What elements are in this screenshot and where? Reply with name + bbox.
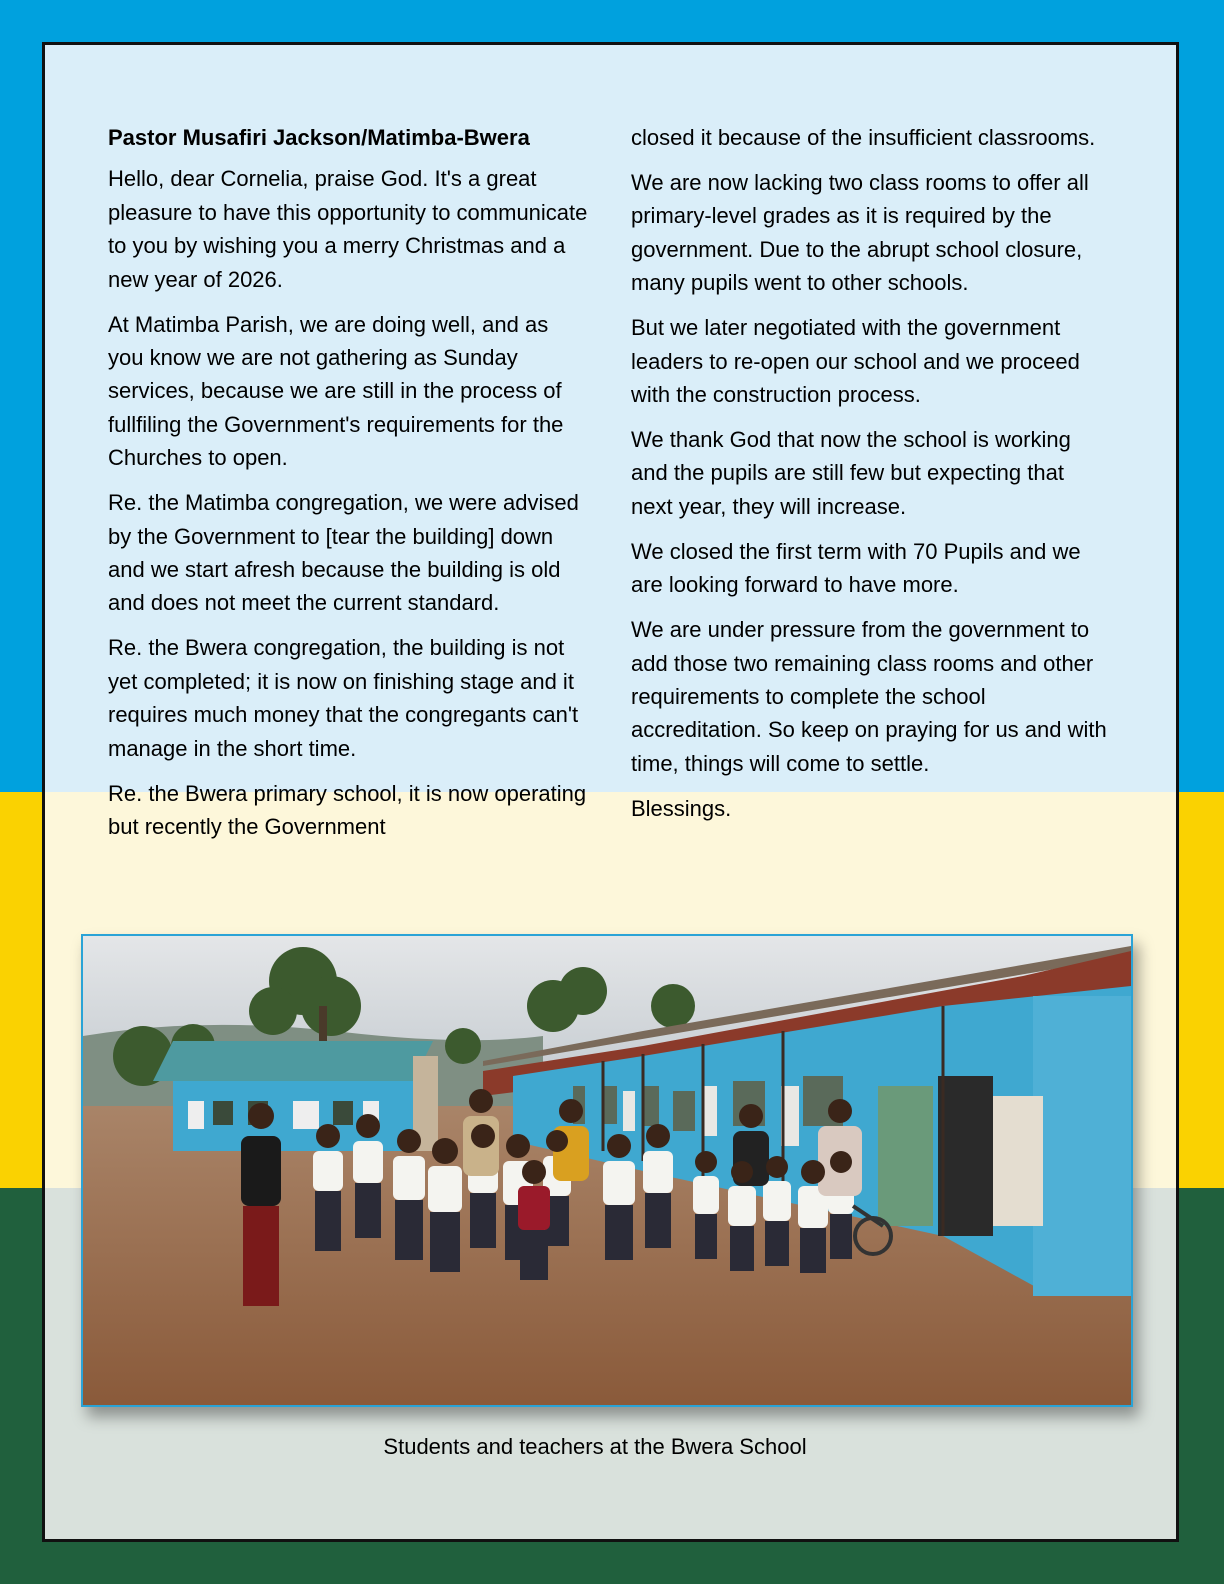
letter-paragraph: Re. the Bwera primary school, it is now operating but recently the Government [108, 780, 587, 840]
letter-paragraph: Hello, dear Cornelia, praise God. It's a great pleasure to have this opportunity to communicate to you by wishing you a merry Christmas and a new year of 2026. [108, 166, 588, 292]
letter-paragraph: At Matimba Parish, we are doing well, and as you know we are not gathering as Sunday services, because we are still in the process of fullfiling the Government's requirements for the Churches to open. [108, 311, 564, 471]
letter-author: Pastor Musafiri Jackson/Matimba-Bwera [108, 125, 530, 150]
letter-paragraph: We closed the first term with 70 Pupils and we are looking forward to have more. [631, 538, 1081, 598]
letter-paragraph: closed it because of the insufficient classrooms. [631, 125, 1096, 150]
letter-paragraph: Re. the Bwera congregation, the building is not yet completed; it is now on finishing stage and it requires much money that the congregants can't manage in the short time. [108, 635, 579, 761]
page-frame [42, 42, 1179, 1542]
letter-paragraph: Re. the Matimba congregation, we were advised by the Government to [tear the building] down and we start afresh because the building is old and does not meet the current standard. [108, 490, 579, 616]
photo-caption: Students and teachers at the Bwera School [383, 1434, 807, 1459]
school-photo [81, 934, 1133, 1407]
letter-sign-off: Blessings. [631, 795, 732, 821]
letter-paragraph: But we later negotiated with the government leaders to re-open our school and we proceed with the construction process. [631, 315, 1080, 408]
left-classroom-building [153, 1041, 438, 1151]
letter-paragraph: We are now lacking two class rooms to offer all primary-level grades as it is required by the government. Due to the abrupt school closure, many pupils went to other schools. [631, 170, 1089, 296]
letter-left-column [108, 121, 588, 855]
letter-paragraph: We thank God that now the school is working and the pupils are still few but expecting that next year, they will increase. [631, 427, 1071, 519]
letter-paragraph: We are under pressure from the government to add those two remaining class rooms and other requirements to complete the school accreditation. So keep on praying for us and with time, things will come to settle. [631, 617, 1107, 776]
letter-right-column [631, 121, 1111, 837]
